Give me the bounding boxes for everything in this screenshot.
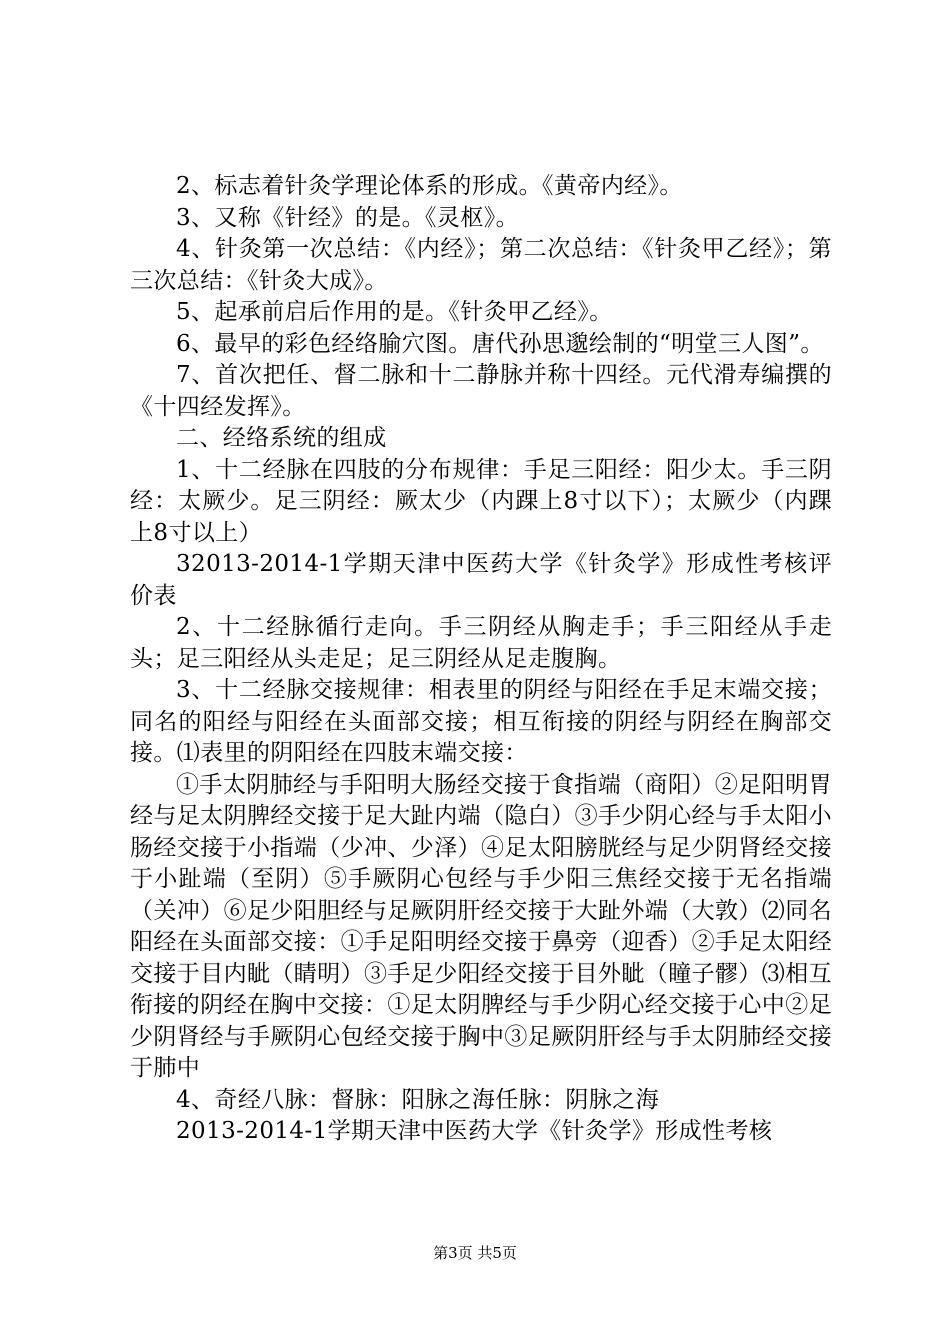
paragraph-course-title-2: 2013-2014-1学期天津中医药大学《针灸学》形成性考核 <box>176 1118 773 1144</box>
section-heading: 二、经络系统的组成 <box>176 425 387 451</box>
paragraph-meridian-junction: 3、十二经脉交接规律：相表里的阴经与阳经在手足末端交接；同名的阳经与阳经在头面部交接；相互衔接的阴经与阴经在胸部交接。⑴表里的阴阳经在四肢末端交接： <box>130 677 832 766</box>
paragraph-meridian-direction: 2、十二经脉循行走向。手三阴经从胸走手；手三阳经从手走头；足三阳经从头走足；足三阴经从足走腹胸。 <box>130 614 832 672</box>
paragraph-item-4: 4、针灸第一次总结：《内经》；第二次总结：《针灸甲乙经》；第三次总结：《针灸大成》。 <box>130 236 832 294</box>
paragraph-item-5: 5、起承前启后作用的是。《针灸甲乙经》。 <box>176 299 613 325</box>
paragraph-distribution-rule: 1、十二经脉在四肢的分布规律：手足三阳经：阳少太。手三阴经：太厥少。足三阴经：厥太少（内踝上8寸以下）；太厥少（内踝上8寸以上） <box>130 456 832 546</box>
page-footer: 第3页 共5页 <box>433 1244 517 1262</box>
paragraph-item-6: 6、最早的彩色经络腧穴图。唐代孙思邈绘制的“明堂三人图”。 <box>176 330 824 357</box>
paragraph-junction-details: ①手太阴肺经与手阳明大肠经交接于食指端（商阳）②足阳明胃经与足太阴脾经交接于足大趾内端（隐白）③手少阴心经与手太阳小肠经交接于小指端（少冲、少泽）④足太阳膀胱经与足少阴肾经交接于小趾端（至阴）⑤手厥阴心包经与手少阳三焦经交接于无名指端（关冲）⑥足少阳胆经与足厥阴肝经交接于大趾外端（大敦）⑵同名阳经在头面部交接：①手足阳明经交接于鼻旁（迎香）②手足太阳经交接于目内眦（睛明）③手足少阳经交接于目外眦（瞳子髎）⑶相互衔接的阴经在胸中交接：①足太阴脾经与手少阴心经交接于心中②足少阴肾经与手厥阴心包经交接于胸中③足厥阴肝经与手太阴肺经交接于肺中 <box>130 771 832 1081</box>
paragraph-item-3: 3、又称《针经》的是。《灵枢》。 <box>176 204 520 231</box>
paragraph-item-7: 7、首次把任、督二脉和十二静脉并称十四经。元代滑寿编撰的《十四经发挥》。 <box>130 362 832 420</box>
paragraph-item-2: 2、标志着针灸学理论体系的形成。《黄帝内经》。 <box>176 173 683 199</box>
document-body <box>130 171 832 1148</box>
paragraph-extra-meridians: 4、奇经八脉：督脉：阳脉之海任脉：阴脉之海 <box>176 1086 660 1113</box>
paragraph-course-title: 32013-2014-1学期天津中医药大学《针灸学》形成性考核评价表 <box>130 551 832 609</box>
